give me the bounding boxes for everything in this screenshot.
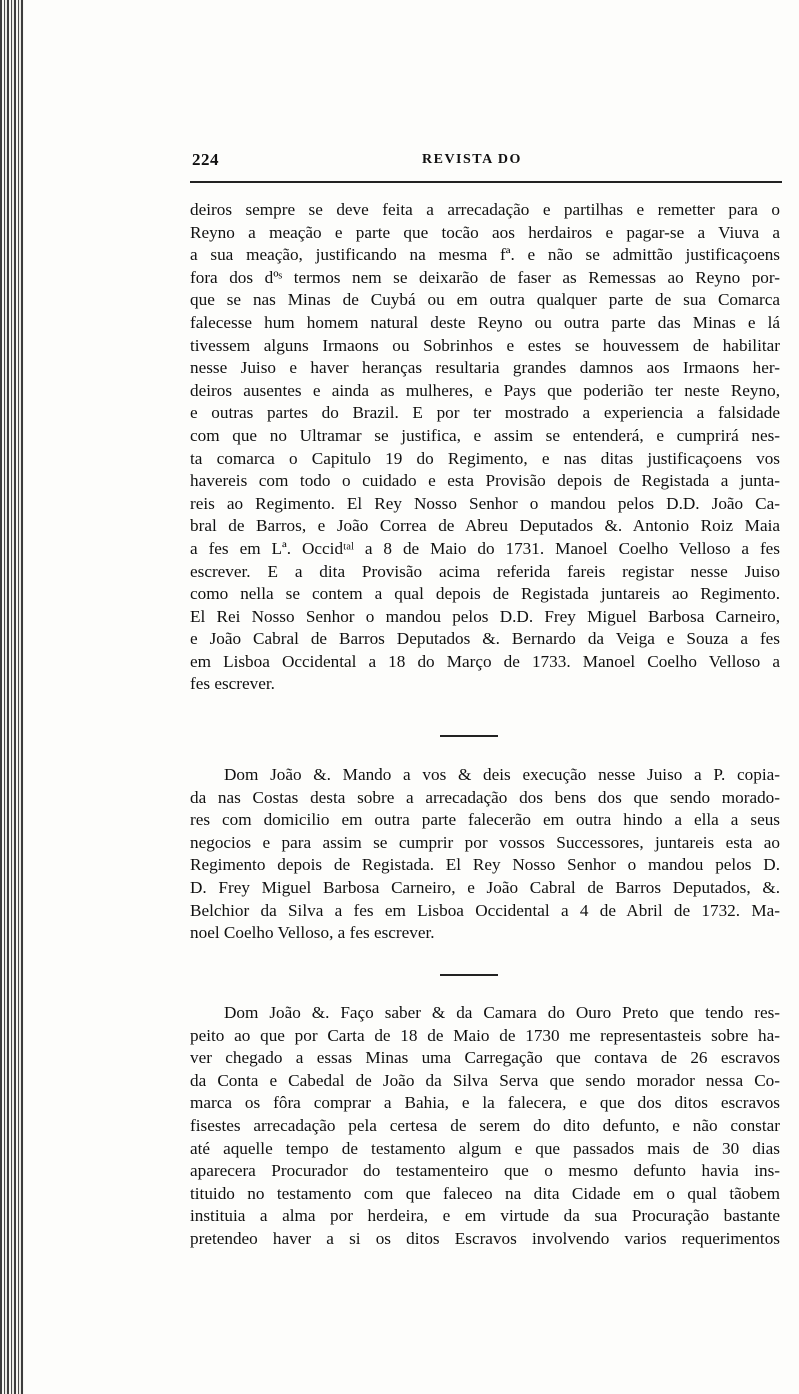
paragraph-3 — [190, 1002, 780, 1251]
text-line: D. Frey Miguel Barbosa Carneiro, e João Cabral de Barros Deputados, &. — [190, 877, 780, 897]
text-line: a sua meação, justificando na mesma fª. e não se admittão justificaçoens — [190, 245, 780, 265]
text-line: tivessem alguns Irmaons ou Sobrinhos e estes se houvessem de habilitar — [190, 335, 780, 355]
text-line: fisestes arrecadação pela certesa de serem do dito defunto, e não constar — [190, 1115, 780, 1135]
text-line: com que no Ultramar se justifica, e assim se entenderá, e cumprirá nes- — [190, 425, 780, 445]
paragraph-1 — [190, 199, 780, 696]
text-line: ta comarca o Capitulo 19 do Regimento, e nas ditas justificaçoens vos — [190, 448, 780, 468]
binding-edge — [0, 0, 24, 1394]
text-line: reis ao Regimento. El Rey Nosso Senhor o mandou pelos D.D. João Ca- — [190, 493, 780, 513]
text-line: El Rei Nosso Senhor o mandou pelos D.D. Frey Miguel Barbosa Carneiro, — [190, 606, 780, 626]
text-line: Reyno a meação e parte que tocão aos herdairos e pagar-se a Viuva a — [190, 222, 780, 242]
text-line: havereis com todo o cuidado e esta Provisão depois de Registada a junta- — [190, 471, 780, 491]
section-divider — [440, 974, 498, 976]
text-line: deiros ausentes e ainda as mulheres, e Pays que poderião ter neste Reyno, — [190, 380, 780, 400]
text-line: Dom João &. Faço saber & da Camara do Ouro Preto que tendo res- — [224, 1003, 780, 1022]
text-line: instituia a alma por herdeira, e em virtude da sua Procuração bastante — [190, 1206, 780, 1226]
text-line: pretendeo haver a si os ditos Escravos involvendo varios requerimentos — [190, 1228, 780, 1248]
text-line: negocios e para assim se cumprir por vossos Successores, juntareis esta ao — [190, 832, 780, 852]
text-line: e outras partes do Brazil. E por ter mostrado a experiencia a falsidade — [190, 403, 780, 423]
text-line: peito ao que por Carta de 18 de Maio de 1730 me representasteis sobre ha- — [190, 1025, 780, 1045]
text-line: falecesse hum homem natural deste Reyno ou outra parte das Minas e lá — [190, 312, 780, 332]
text-line: Dom João &. Mando a vos & deis execução nesse Juiso a P. copia- — [224, 765, 780, 784]
text-line: res com domicilio em outra parte falecerão em outra hindo a ella a seus — [190, 810, 780, 830]
text-line: fes escrever. — [190, 674, 275, 694]
text-line: marca os fôra comprar a Bahia, e la falecera, e que dos ditos escravos — [190, 1093, 780, 1113]
text-line: tituido no testamento com que faleceo na dita Cidade em o qual tãobem — [190, 1183, 780, 1203]
paragraph-2 — [190, 764, 780, 945]
text-line: até aquelle tempo de testamento algum e que passados mais de 30 dias — [190, 1138, 780, 1158]
text-line: como nella se contem a qual depois de Registada juntareis ao Regimento. — [190, 584, 780, 604]
text-line: bral de Barros, e João Correa de Abreu Deputados &. Antonio Roiz Maia — [190, 516, 780, 536]
running-title: REVISTA DO — [422, 152, 522, 167]
text-line: da Conta e Cabedal de João da Silva Serva que sendo morador nessa Co- — [190, 1070, 780, 1090]
text-line: em Lisboa Occidental a 18 do Março de 1733. Manoel Coelho Velloso a — [190, 651, 780, 671]
text-line: nesse Juiso e haver heranças resultaria grandes damnos aos Irmaons her- — [190, 358, 780, 378]
text-line: noel Coelho Velloso, a fes escrever. — [190, 923, 435, 943]
text-line: e João Cabral de Barros Deputados &. Bernardo da Veiga e Souza a fes — [190, 629, 780, 649]
text-line: ver chegado a essas Minas uma Carregação que contava de 26 escravos — [190, 1048, 780, 1068]
header-rule — [190, 181, 782, 183]
text-line: escrever. E a dita Provisão acima referida fareis registar nesse Juiso — [190, 561, 780, 581]
text-line: da nas Costas desta sobre a arrecadação dos bens dos que sendo morado- — [190, 787, 780, 807]
text-line: aparecera Procurador do testamenteiro que o mesmo defunto havia ins- — [190, 1161, 780, 1181]
section-divider — [440, 735, 498, 737]
text-line: a fes em Lª. Occidᵗᵃˡ a 8 de Maio do 1731. Manoel Coelho Velloso a fes — [190, 538, 780, 558]
text-line: fora dos dºˢ termos nem se deixarão de faser as Remessas ao Reyno por- — [190, 267, 780, 287]
text-line: que se nas Minas de Cuybá ou em outra qualquer parte de sua Comarca — [190, 290, 780, 310]
page-header — [192, 150, 782, 180]
text-line: Belchior da Silva a fes em Lisboa Occidental a 4 de Abril de 1732. Ma- — [190, 900, 780, 920]
page-number: 224 — [192, 150, 219, 169]
text-line: deiros sempre se deve feita a arrecadação e partilhas e remetter para o — [190, 200, 780, 219]
text-line: Regimento depois de Registada. El Rey Nosso Senhor o mandou pelos D. — [190, 855, 780, 875]
